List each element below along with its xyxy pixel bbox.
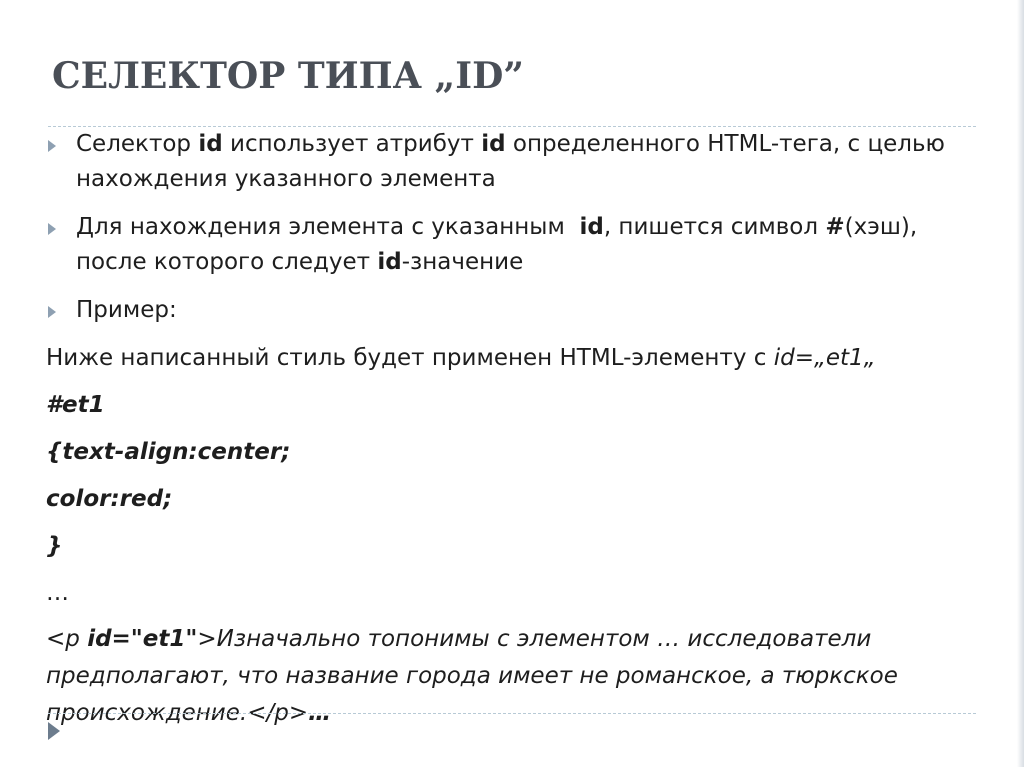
keyword-id: id: [579, 214, 604, 240]
triangle-right-icon: [48, 306, 56, 318]
description-code: id=„et1„: [773, 345, 876, 371]
description-line: Ниже написанный стиль будет применен HTML-элементу с id=„et1„: [46, 345, 876, 371]
keyword-id: id: [377, 249, 402, 275]
bullet-item: [46, 210, 986, 280]
slide-title: СЕЛЕКТОР ТИПА „ID”: [52, 55, 524, 97]
code-line: color:red;: [46, 486, 173, 512]
bullet-text: Пример:: [76, 297, 177, 323]
slide-content: [46, 127, 986, 732]
bullet-text: Селектор id использует атрибут id определенного HTML-тега, с целью нахождения указанного элемента: [76, 131, 945, 192]
code-line: }: [46, 533, 63, 559]
ellipsis: …: [46, 580, 69, 606]
code-line: #et1: [46, 392, 105, 418]
bullet-text: Для нахождения элемента с указанным id, пишется символ #(хэш), после которого следует id-значение: [76, 214, 918, 275]
html-example: <p id="et1">Изначально топонимы с элементом … исследователи предполагают, что название города имеет не романское, а тюркское происхождение.</p>…: [46, 626, 898, 726]
keyword-id: id: [481, 131, 506, 157]
footer-divider: [48, 713, 976, 714]
example-text: Изначально топонимы с элементом … исследователи предполагают, что название города имеет не романское, а тюркское происхождение.: [46, 626, 898, 726]
example-attr: id="et1": [87, 626, 198, 652]
triangle-right-icon: [48, 722, 60, 740]
keyword-id: id: [198, 131, 223, 157]
bullet-item: [46, 127, 986, 197]
code-line: {text-align:center;: [46, 439, 291, 465]
triangle-right-icon: [48, 140, 56, 152]
keyword-hash: #: [825, 214, 845, 240]
triangle-right-icon: [48, 223, 56, 235]
bullet-item: [46, 293, 986, 328]
slide-edge-shadow: [1017, 0, 1024, 767]
